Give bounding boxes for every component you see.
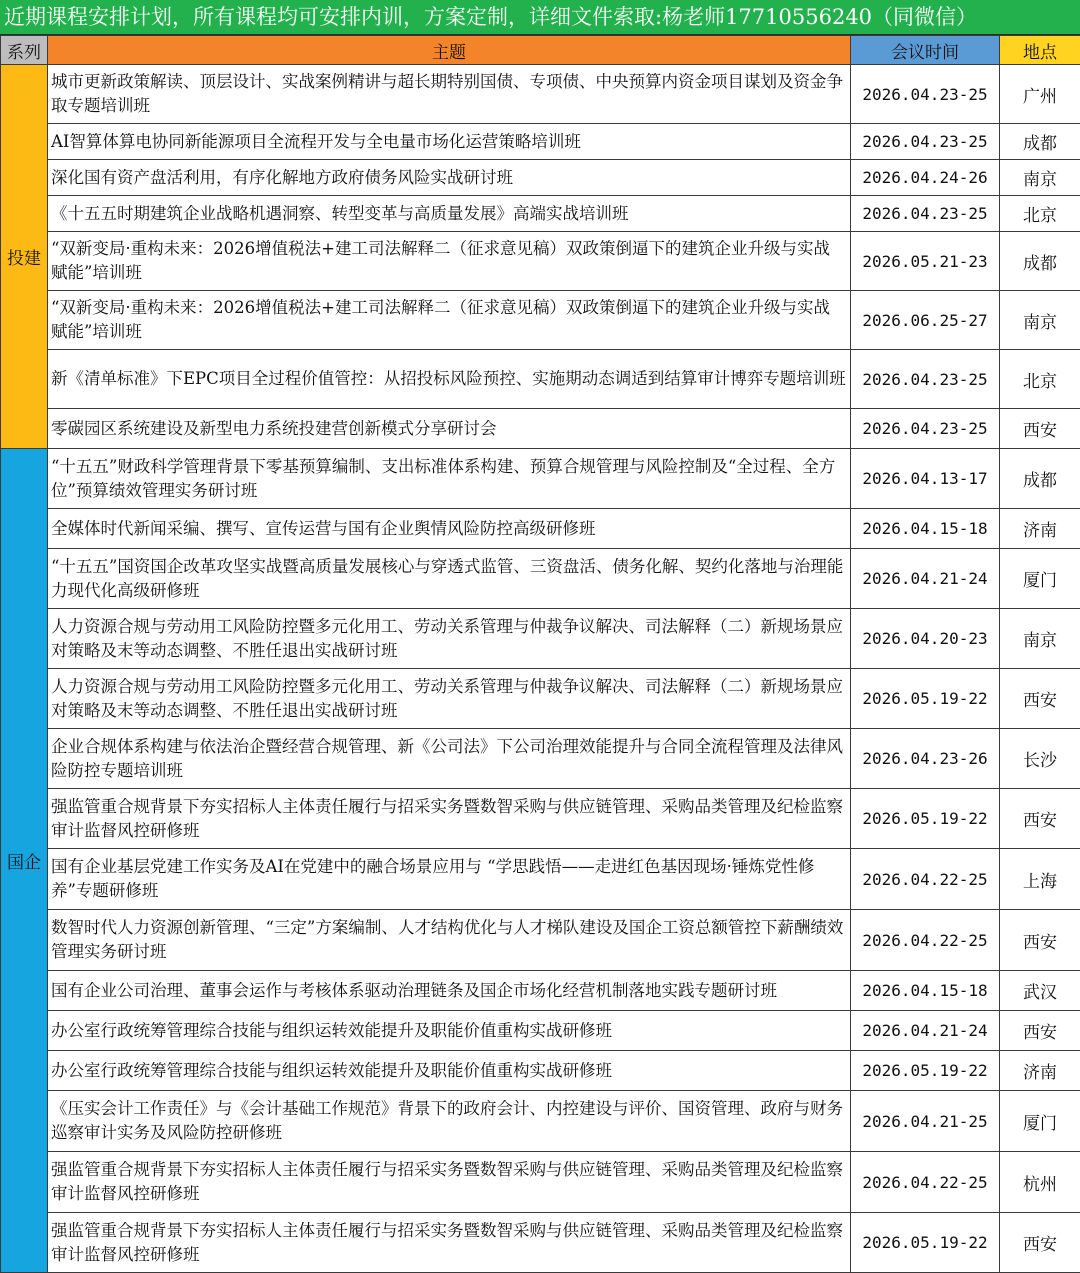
course-topic: “双新变局·重构未来：2026增值税法+建工司法解释二（征求意见稿）双政策倒逼下的建筑企业升级与实战赋能”培训班	[48, 232, 851, 291]
course-date: 2026.05.19-22	[851, 669, 1000, 729]
course-date: 2026.04.21-24	[851, 549, 1000, 609]
course-location: 南京	[1000, 160, 1080, 196]
course-location: 北京	[1000, 196, 1080, 232]
table-row	[1, 549, 1080, 609]
course-date: 2026.06.25-27	[851, 291, 1000, 350]
course-date: 2026.04.20-23	[851, 609, 1000, 669]
column-header-series: 系列	[1, 36, 48, 65]
course-topic: “十五五”财政科学管理背景下零基预算编制、支出标准体系构建、预算合规管理与风险控制及“全过程、全方位”预算绩效管理实务研讨班	[48, 449, 851, 509]
course-topic: 《压实会计工作责任》与《会计基础工作规范》背景下的政府会计、内控建设与评价、国资管理、政府与财务巡察审计实务及风险防控研修班	[48, 1091, 851, 1152]
table-row	[1, 509, 1080, 549]
course-date: 2026.04.15-18	[851, 971, 1000, 1011]
table-row	[1, 449, 1080, 509]
course-date: 2026.04.23-25	[851, 409, 1000, 449]
course-location: 济南	[1000, 509, 1080, 549]
course-topic: 办公室行政统筹管理综合技能与组织运转效能提升及职能价值重构实战研修班	[48, 1051, 851, 1091]
table-header-row	[1, 36, 1080, 65]
course-date: 2026.04.23-25	[851, 124, 1000, 160]
course-location: 西安	[1000, 669, 1080, 729]
table-row	[1, 609, 1080, 669]
course-topic: 新《清单标准》下EPC项目全过程价值管控：从招投标风险预控、实施期动态调适到结算审计博弈专题培训班	[48, 350, 851, 409]
course-topic: “双新变局·重构未来：2026增值税法+建工司法解释二（征求意见稿）双政策倒逼下的建筑企业升级与实战赋能”培训班	[48, 291, 851, 350]
course-date: 2026.04.21-24	[851, 1011, 1000, 1051]
course-location: 西安	[1000, 1213, 1080, 1273]
course-location: 成都	[1000, 449, 1080, 509]
course-topic: 城市更新政策解读、顶层设计、实战案例精讲与超长期特别国债、专项债、中央预算内资金项目谋划及资金争取专题培训班	[48, 65, 851, 124]
course-date: 2026.05.19-22	[851, 789, 1000, 849]
table-row	[1, 1011, 1080, 1051]
course-topic: 《十五五时期建筑企业战略机遇洞察、转型变革与高质量发展》高端实战培训班	[48, 196, 851, 232]
course-location: 成都	[1000, 124, 1080, 160]
table-row	[1, 124, 1080, 160]
course-topic: 国有企业公司治理、董事会运作与考核体系驱动治理链条及国企市场化经营机制落地实践专题研讨班	[48, 971, 851, 1011]
table-row	[1, 160, 1080, 196]
course-topic: 办公室行政统筹管理综合技能与组织运转效能提升及职能价值重构实战研修班	[48, 1011, 851, 1051]
course-date: 2026.04.13-17	[851, 449, 1000, 509]
course-location: 成都	[1000, 232, 1080, 291]
series-cell-tj: 投建	[1, 65, 48, 449]
course-topic: “十五五”国资国企改革攻坚实战暨高质量发展核心与穿透式监管、三资盘活、债务化解、契约化落地与治理能力现代化高级研修班	[48, 549, 851, 609]
course-date: 2026.04.23-25	[851, 196, 1000, 232]
course-location: 广州	[1000, 65, 1080, 124]
course-location: 济南	[1000, 1051, 1080, 1091]
course-topic: 强监管重合规背景下夯实招标人主体责任履行与招采实务暨数智采购与供应链管理、采购品类管理及纪检监察审计监督风控研修班	[48, 1152, 851, 1213]
column-header-location: 地点	[1000, 36, 1080, 65]
table-row	[1, 789, 1080, 849]
course-location: 厦门	[1000, 1091, 1080, 1152]
course-location: 南京	[1000, 609, 1080, 669]
course-location: 西安	[1000, 789, 1080, 849]
table-row	[1, 1051, 1080, 1091]
table-row	[1, 291, 1080, 350]
course-location: 北京	[1000, 350, 1080, 409]
page-title: 近期课程安排计划，所有课程均可安排内训，方案定制，详细文件索取:杨老师17710556240（同微信）	[0, 0, 1080, 35]
table-row	[1, 350, 1080, 409]
course-date: 2026.04.22-25	[851, 849, 1000, 910]
course-topic: 数智时代人力资源创新管理、“三定”方案编制、人才结构优化与人才梯队建设及国企工资总额管控下薪酬绩效管理实务研讨班	[48, 910, 851, 971]
course-date: 2026.04.23-26	[851, 729, 1000, 789]
series-cell-gq: 国企	[1, 449, 48, 1273]
course-topic: 深化国有资产盘活利用，有序化解地方政府债务风险实战研讨班	[48, 160, 851, 196]
course-topic: 人力资源合规与劳动用工风险防控暨多元化用工、劳动关系管理与仲裁争议解决、司法解释（二）新规场景应对策略及末等动态调整、不胜任退出实战研讨班	[48, 609, 851, 669]
course-topic: 国有企业基层党建工作实务及AI在党建中的融合场景应用与 “学思践悟——走进红色基因现场·锤炼党性修养”专题研修班	[48, 849, 851, 910]
course-location: 西安	[1000, 910, 1080, 971]
table-row	[1, 1213, 1080, 1273]
table-row	[1, 971, 1080, 1011]
table-row	[1, 669, 1080, 729]
table-row	[1, 910, 1080, 971]
course-location: 武汉	[1000, 971, 1080, 1011]
course-location: 杭州	[1000, 1152, 1080, 1213]
course-date: 2026.04.23-25	[851, 65, 1000, 124]
course-date: 2026.04.15-18	[851, 509, 1000, 549]
course-date: 2026.04.24-26	[851, 160, 1000, 196]
course-topic: 企业合规体系构建与依法治企暨经营合规管理、新《公司法》下公司治理效能提升与合同全流程管理及法律风险防控专题培训班	[48, 729, 851, 789]
course-location: 厦门	[1000, 549, 1080, 609]
course-topic: 强监管重合规背景下夯实招标人主体责任履行与招采实务暨数智采购与供应链管理、采购品类管理及纪检监察审计监督风控研修班	[48, 1213, 851, 1273]
column-header-date: 会议时间	[851, 36, 1000, 65]
course-date: 2026.04.21-25	[851, 1091, 1000, 1152]
course-topic: 零碳园区系统建设及新型电力系统投建营创新模式分享研讨会	[48, 409, 851, 449]
course-date: 2026.04.22-25	[851, 910, 1000, 971]
course-date: 2026.04.22-25	[851, 1152, 1000, 1213]
course-topic: 人力资源合规与劳动用工风险防控暨多元化用工、劳动关系管理与仲裁争议解决、司法解释（二）新规场景应对策略及末等动态调整、不胜任退出实战研讨班	[48, 669, 851, 729]
course-schedule-table	[0, 35, 1080, 1273]
table-row	[1, 1152, 1080, 1213]
course-topic: 强监管重合规背景下夯实招标人主体责任履行与招采实务暨数智采购与供应链管理、采购品类管理及纪检监察审计监督风控研修班	[48, 789, 851, 849]
course-date: 2026.05.19-22	[851, 1213, 1000, 1273]
course-topic: AI智算体算电协同新能源项目全流程开发与全电量市场化运营策略培训班	[48, 124, 851, 160]
table-row	[1, 729, 1080, 789]
table-row	[1, 65, 1080, 124]
course-location: 西安	[1000, 409, 1080, 449]
table-row	[1, 409, 1080, 449]
course-location: 南京	[1000, 291, 1080, 350]
table-row	[1, 196, 1080, 232]
course-date: 2026.04.23-25	[851, 350, 1000, 409]
course-location: 上海	[1000, 849, 1080, 910]
course-location: 长沙	[1000, 729, 1080, 789]
table-row	[1, 232, 1080, 291]
course-date: 2026.05.21-23	[851, 232, 1000, 291]
course-date: 2026.05.19-22	[851, 1051, 1000, 1091]
course-topic: 全媒体时代新闻采编、撰写、宣传运营与国有企业舆情风险防控高级研修班	[48, 509, 851, 549]
table-row	[1, 1091, 1080, 1152]
table-row	[1, 849, 1080, 910]
column-header-topic: 主题	[48, 36, 851, 65]
course-location: 西安	[1000, 1011, 1080, 1051]
